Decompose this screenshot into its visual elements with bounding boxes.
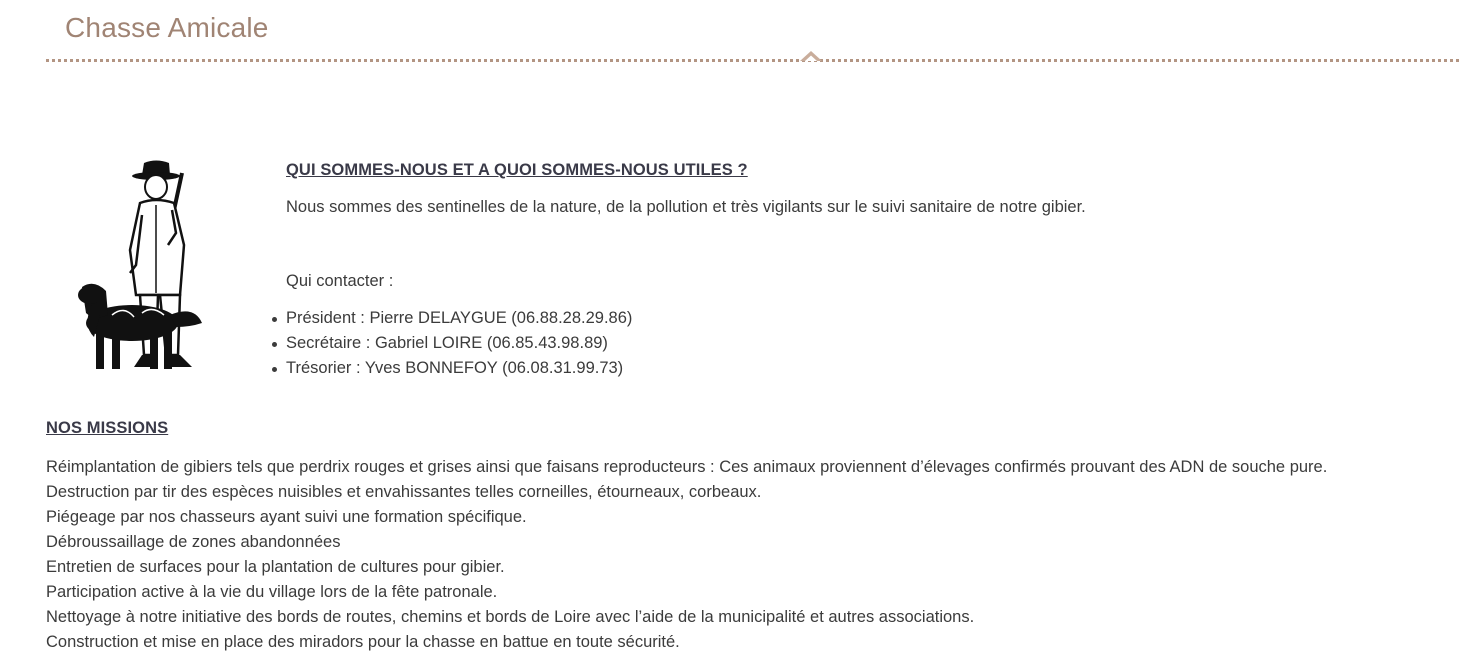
page-title: Chasse Amicale xyxy=(65,12,269,43)
contact-label: Qui contacter : xyxy=(286,272,394,290)
mission-item: Participation active à la vie du village lors de la fête patronale. xyxy=(46,583,498,601)
missions-heading: NOS MISSIONS xyxy=(46,419,169,437)
mission-item: Piégeage par nos chasseurs ayant suivi une formation spécifique. xyxy=(46,508,527,526)
contact-list xyxy=(286,306,632,381)
mission-item: Construction et mise en place des miradors pour la chasse en battue en toute sécurité. xyxy=(46,633,680,651)
contact-treasurer: Trésorier : Yves BONNEFOY (06.08.31.99.73) xyxy=(286,356,632,381)
contact-president: Président : Pierre DELAYGUE (06.88.28.29.86) xyxy=(286,306,632,331)
intro-heading: QUI SOMMES-NOUS ET A QUOI SOMMES-NOUS UTILES ? xyxy=(286,161,748,179)
intro-text: Nous sommes des sentinelles de la nature, de la pollution et très vigilants sur le suivi sanitaire de notre gibier. xyxy=(286,198,1086,216)
contact-secretary: Secrétaire : Gabriel LOIRE (06.85.43.98.89) xyxy=(286,331,632,356)
missions-list xyxy=(46,455,1327,655)
hunter-with-dog-illustration xyxy=(72,155,257,380)
title-divider xyxy=(46,59,1459,62)
caret-up-icon xyxy=(800,49,822,61)
mission-item: Destruction par tir des espèces nuisibles et envahissantes telles corneilles, étourneaux, corbeaux. xyxy=(46,483,762,501)
mission-item: Réimplantation de gibiers tels que perdrix rouges et grises ainsi que faisans reproducteurs : Ces animaux proviennent d’élevages confirmés prouvant des ADN de souche pure. xyxy=(46,458,1328,476)
mission-item: Nettoyage à notre initiative des bords de routes, chemins et bords de Loire avec l’aide de la municipalité et autres associations. xyxy=(46,608,975,626)
mission-item: Entretien de surfaces pour la plantation de cultures pour gibier. xyxy=(46,558,505,576)
mission-item: Débroussaillage de zones abandonnées xyxy=(46,533,341,551)
intro-section xyxy=(286,158,1406,290)
